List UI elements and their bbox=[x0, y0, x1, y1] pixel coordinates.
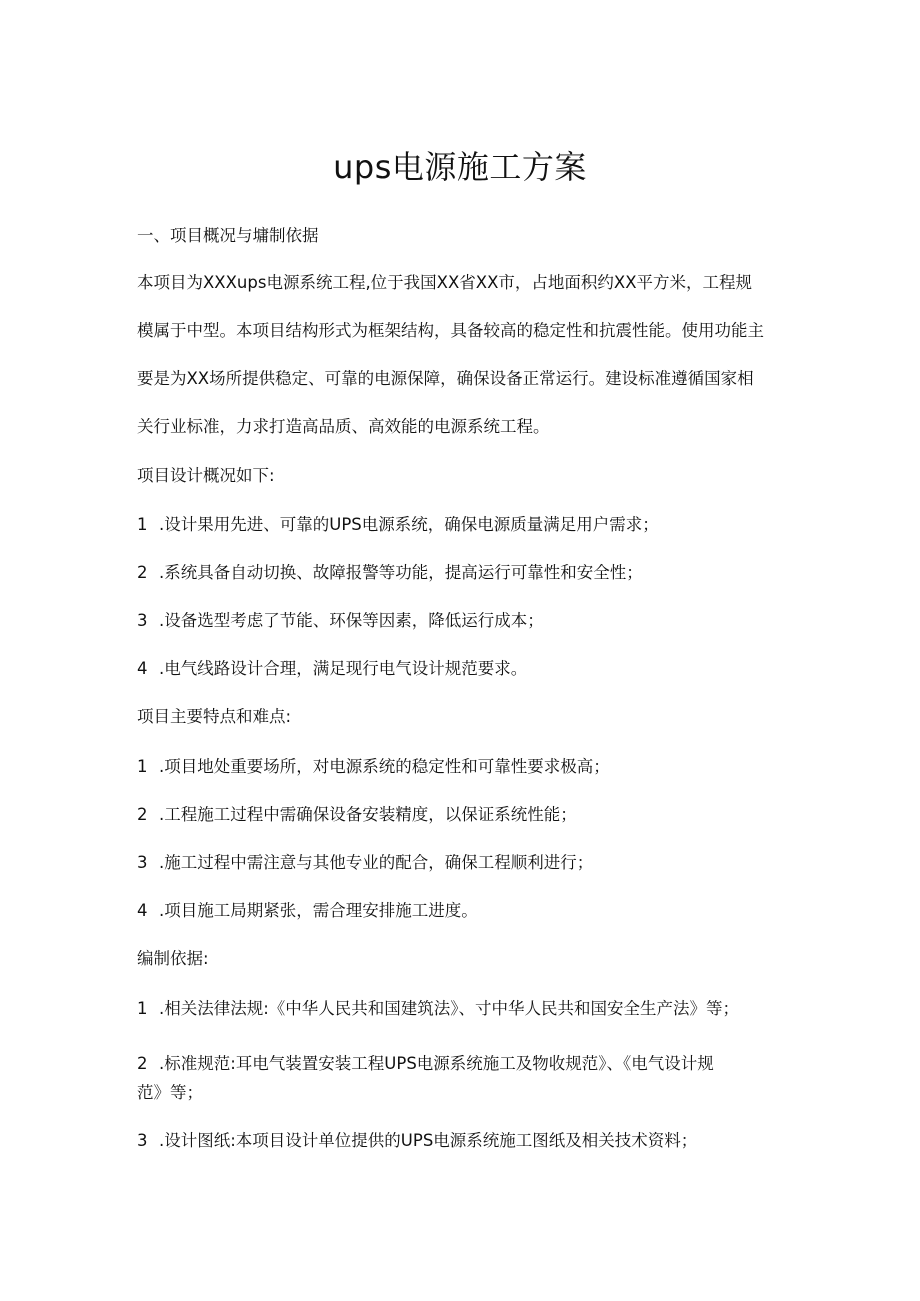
design-heading: 项目设计概况如下: bbox=[137, 466, 275, 485]
feature-item-3 bbox=[137, 852, 593, 874]
item-text: .项目地处重要场所，对电源系统的稳定性和可靠性要求极高； bbox=[159, 757, 610, 776]
intro-line-4: 关行业标准，力求打造高品质、高效能的电源系统工程。 bbox=[137, 417, 550, 436]
intro-line-2: 模属于中型。本项目结构形式为框架结构，具备较高的稳定性和抗震性能。使用功能主 bbox=[137, 321, 764, 340]
item-text: .标准规范:耳电气装置安装工程UPS电源系统施工及物收规范》、《电气设计规 bbox=[159, 1054, 714, 1073]
item-number: 4 bbox=[137, 659, 148, 678]
item-number: 2 bbox=[137, 1054, 148, 1073]
basis-item-3 bbox=[137, 1130, 697, 1152]
document-title: ups电源施工方案 bbox=[333, 148, 587, 186]
feature-item-1 bbox=[137, 756, 610, 778]
features-heading: 项目主要特点和难点: bbox=[137, 707, 292, 726]
item-text: .设计图纸:本项目设计单位提供的UPS电源系统施工图纸及相关技术资料； bbox=[159, 1131, 698, 1150]
basis-item-1 bbox=[137, 998, 739, 1020]
item-number: 3 bbox=[137, 853, 148, 872]
feature-item-4 bbox=[137, 900, 478, 922]
basis-item-2 bbox=[137, 1053, 714, 1075]
intro-line-3: 要是为XX场所提供稳定、可靠的电源保障，确保设备正常运行。建设标准遵循国家相 bbox=[137, 369, 754, 388]
item-text: .项目施工局期紧张，需合理安排施工进度。 bbox=[159, 901, 478, 920]
item-number: 2 bbox=[137, 805, 148, 824]
section-heading: 一、项目概况与墉制依据 bbox=[137, 226, 319, 245]
item-text: .施工过程中需注意与其他专业的配合，确保工程顺利进行； bbox=[159, 853, 594, 872]
intro-line-1: 本项目为XXXups电源系统工程,位于我国XX省XX市，占地面积约XX平方米，工程规 bbox=[137, 273, 753, 292]
item-number: 1 bbox=[137, 757, 148, 776]
item-number: 1 bbox=[137, 515, 148, 534]
item-number: 4 bbox=[137, 901, 148, 920]
design-item-1 bbox=[137, 514, 659, 536]
item-number: 3 bbox=[137, 611, 148, 630]
item-number: 1 bbox=[137, 999, 148, 1018]
basis-heading: 编制依据: bbox=[137, 949, 209, 968]
design-item-2 bbox=[137, 562, 643, 584]
basis-item-2-continuation: 范》等； bbox=[137, 1083, 203, 1102]
design-item-4 bbox=[137, 658, 527, 680]
feature-item-2 bbox=[137, 804, 577, 826]
item-text: .相关法律法规:《中华人民共和国建筑法》、寸中华人民共和国安全生产法》等； bbox=[159, 999, 740, 1018]
item-number: 2 bbox=[137, 563, 148, 582]
item-text: .工程施工过程中需确保设备安装精度，以保证系统性能； bbox=[159, 805, 577, 824]
item-text: .电气线路设计合理，满足现行电气设计规范要求。 bbox=[159, 659, 528, 678]
item-text: .设备选型考虑了节能、环保等因素，降低运行成本； bbox=[159, 611, 544, 630]
design-item-3 bbox=[137, 610, 544, 632]
item-text: .设计果用先进、可靠的UPS电源系统，确保电源质量满足用户需求； bbox=[159, 515, 659, 534]
item-text: .系统具备自动切换、故障报警等功能，提高运行可靠性和安全性； bbox=[159, 563, 643, 582]
item-number: 3 bbox=[137, 1131, 148, 1150]
